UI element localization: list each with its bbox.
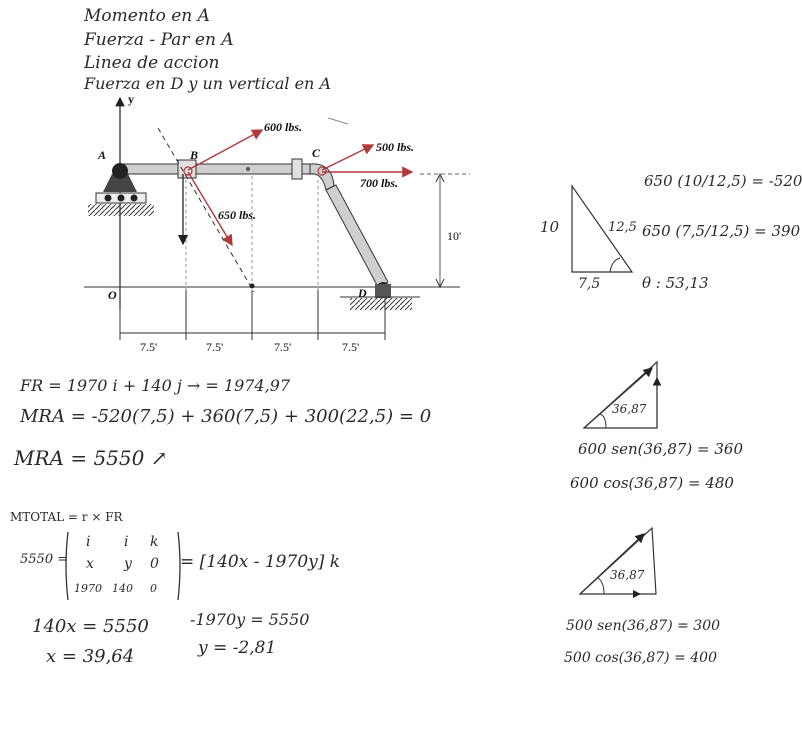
tri3-angle: 36,87	[610, 568, 645, 582]
f500-sin: 500 sen(36,87) = 300	[566, 618, 721, 634]
matrix-lhs: 5550 =	[20, 552, 69, 567]
f500-cos: 500 cos(36,87) = 400	[564, 650, 717, 666]
tri1-horizontal: 7,5	[578, 276, 601, 292]
m-k: k	[150, 534, 159, 550]
f650-x: 650 (10/12,5) = -520	[644, 172, 802, 190]
spacing-1: 7.5'	[140, 340, 158, 354]
force-700-label: 700 lbs.	[360, 176, 399, 190]
m-0a: 0	[150, 556, 159, 572]
f600-cos: 600 cos(36,87) = 480	[570, 474, 734, 492]
spacing-2: 7.5'	[206, 340, 224, 354]
point-o-label: O	[108, 288, 117, 302]
force-500-label: 500 lbs.	[376, 140, 415, 154]
tri2-angle: 36,87	[612, 402, 647, 416]
note-line-3: Linea de accion	[84, 53, 220, 73]
point-c-label: C	[312, 146, 321, 160]
m-y: y	[124, 556, 132, 572]
sol-x: x = 39,64	[46, 646, 135, 667]
m-1970: 1970	[74, 582, 102, 595]
mra-equation: MRA = -520(7,5) + 360(7,5) + 300(22,5) = 0	[20, 406, 432, 427]
m-140: 140	[112, 582, 133, 595]
f650-y: 650 (7,5/12,5) = 390	[642, 222, 801, 240]
cross-result: = [140x - 1970y] k	[180, 552, 341, 572]
note-line-1: Momento en A	[84, 6, 210, 26]
force-600-label: 600 lbs.	[264, 120, 303, 134]
spacing-4: 7.5'	[342, 340, 360, 354]
point-b-label: B	[190, 148, 199, 162]
eq-x: 140x = 5550	[32, 616, 149, 637]
tri1-hyp: 12,5	[608, 220, 637, 235]
m-x: x	[86, 556, 94, 572]
fr-equation: FR = 1970 i + 140 j → = 1974,97	[20, 376, 291, 395]
sol-y: y = -2,81	[198, 638, 277, 658]
mra-result: MRA = 5550 ↗	[14, 446, 168, 470]
tri1-vertical: 10	[540, 218, 560, 236]
note-line-4: Fuerza en D y un vertical en A	[84, 74, 331, 93]
force-650-label: 650 lbs.	[218, 208, 257, 222]
f600-sin: 600 sen(36,87) = 360	[578, 440, 744, 458]
point-a-label: A	[98, 148, 107, 162]
m-i1: i	[86, 534, 91, 550]
mtotal-label: MTOTAL = r × FR	[10, 510, 123, 524]
point-d-label: D	[358, 286, 367, 300]
eq-y: -1970y = 5550	[190, 610, 310, 629]
m-i2: i	[124, 534, 129, 550]
axis-y-label: y	[128, 92, 134, 106]
theta-value: θ : 53,13	[642, 274, 709, 292]
note-line-2: Fuerza - Par en A	[84, 30, 234, 50]
height-label: 10'	[447, 229, 462, 243]
m-0b: 0	[150, 582, 157, 595]
spacing-3: 7.5'	[274, 340, 292, 354]
